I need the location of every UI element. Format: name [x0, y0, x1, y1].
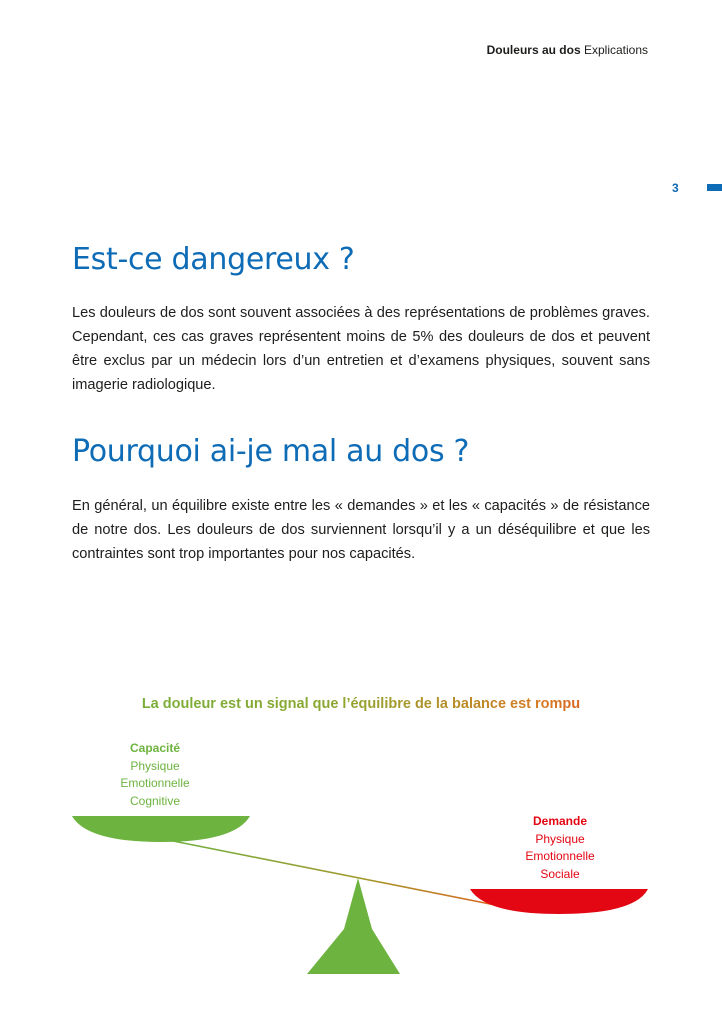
- section-heading-why: Pourquoi ai-je mal au dos ?: [72, 434, 470, 469]
- capacity-label: Capacité: [129, 741, 181, 755]
- section-text-why: En général, un équilibre existe entre les « demandes » et les « capacités » de résistance de notre dos. Les douleurs de dos surviennent lorsqu’il y a un déséquilibre et que les contraintes sont trop importantes pour nos capacités.: [72, 498, 650, 562]
- capacity-item: Physique: [130, 758, 180, 773]
- demand-item: Sociale: [540, 866, 580, 881]
- capacity-item: Emotionnelle: [120, 776, 190, 790]
- demand-item: Physique: [535, 831, 585, 846]
- header-title-rest: Explications: [583, 43, 648, 57]
- balance-figure-title: La douleur est un signal que l’équilibre de la balance est rompu: [0, 696, 722, 712]
- header-title-bold: Douleurs au dos: [486, 43, 581, 57]
- section-text-danger: Les douleurs de dos sont souvent associées à des représentations de problèmes graves. Cependant, ces cas graves représentent moins de 5% des douleurs de dos et peuvent être exclus par un médecin lors d’un entretien et d’examens physiques, souvent sans imagerie radiologique.: [72, 305, 650, 393]
- balance-beam: [158, 838, 495, 905]
- capacity-pan: [72, 816, 250, 842]
- demand-item: Emotionnelle: [525, 849, 595, 863]
- balance-fulcrum: [307, 878, 400, 974]
- section-heading-danger: Est-ce dangereux ?: [72, 242, 355, 277]
- capacity-item: Cognitive: [129, 793, 181, 808]
- demand-label: Demande: [532, 814, 588, 828]
- demand-pan: [470, 889, 648, 914]
- page-number: 3: [672, 181, 679, 195]
